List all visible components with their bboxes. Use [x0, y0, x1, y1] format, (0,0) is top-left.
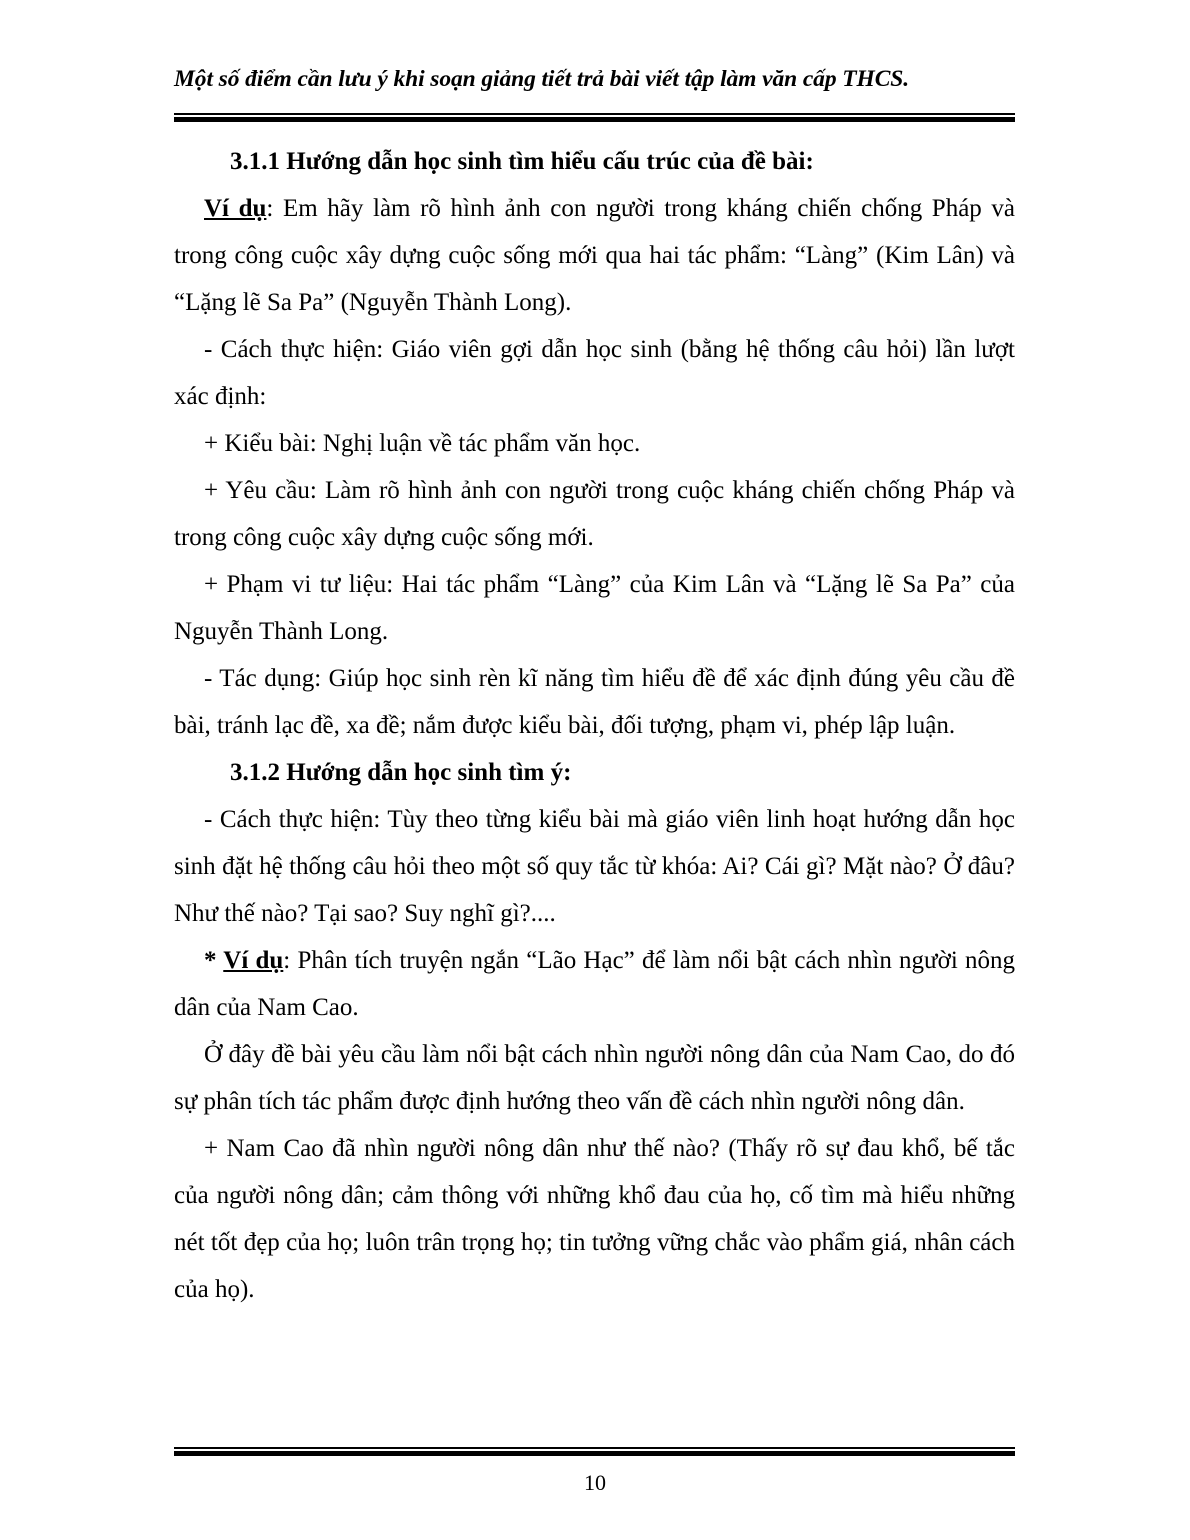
section-heading: 3.1.2 Hướng dẫn học sinh tìm ý:: [230, 759, 572, 786]
method-paragraph: - Cách thực hiện: Giáo viên gợi dẫn học sinh (bằng hệ thống câu hỏi) lần lượt xác định:: [174, 336, 1015, 410]
type-paragraph: + Kiểu bài: Nghị luận về tác phẩm văn học.: [204, 430, 641, 457]
effect-paragraph: - Tác dụng: Giúp học sinh rèn kĩ năng tìm hiểu đề để xác định đúng yêu cầu đề bài, tránh lạc đề, xa đề; nắm được kiểu bài, đối tượng, phạm vi, phép lập luận.: [174, 665, 1015, 739]
example-paragraph: [174, 185, 1015, 326]
header-rule: [174, 113, 1015, 122]
example-paragraph: [174, 937, 1015, 1031]
example-prefix: *: [204, 947, 224, 974]
example-text: : Phân tích truyện ngắn “Lão Hạc” để làm nổi bật cách nhìn người nông dân của Nam Cao.: [174, 947, 1015, 1021]
footer-rule: [174, 1447, 1015, 1456]
explanation-paragraph: Ở đây đề bài yêu cầu làm nổi bật cách nhìn người nông dân của Nam Cao, do đó sự phân tích tác phẩm được định hướng theo vấn đề cách nhìn người nông dân.: [174, 1041, 1015, 1115]
method-paragraph: - Cách thực hiện: Tùy theo từng kiểu bài mà giáo viên linh hoạt hướng dẫn học sinh đặt hệ thống câu hỏi theo một số quy tắc từ khóa: Ai? Cái gì? Mặt nào? Ở đâu? Như thế nào? Tại sao? Suy nghĩ gì?....: [174, 806, 1015, 927]
example-label: Ví dụ: [204, 195, 267, 222]
point-paragraph: + Nam Cao đã nhìn người nông dân như thế nào? (Thấy rõ sự đau khổ, bế tắc của người nông dân; cảm thông với những khổ đau của họ, cố tìm mà hiểu những nét tốt đẹp của họ; luôn trân trọng họ; tin tưởng vững chắc vào phẩm giá, nhân cách của họ).: [174, 1135, 1015, 1303]
section-heading: 3.1.1 Hướng dẫn học sinh tìm hiểu cấu trúc của đề bài:: [230, 148, 814, 175]
page-number: 10: [584, 1470, 606, 1495]
scope-paragraph: + Phạm vi tư liệu: Hai tác phẩm “Làng” của Kim Lân và “Lặng lẽ Sa Pa” của Nguyễn Thành Long.: [174, 571, 1015, 645]
page-body: [174, 138, 1015, 1313]
running-header: Một số điểm cần lưu ý khi soạn giảng tiết trả bài viết tập làm văn cấp THCS.: [174, 66, 910, 92]
example-label: Ví dụ: [223, 947, 284, 974]
requirement-paragraph: + Yêu cầu: Làm rõ hình ảnh con người trong cuộc kháng chiến chống Pháp và trong công cuộc xây dựng cuộc sống mới.: [174, 477, 1015, 551]
example-text: : Em hãy làm rõ hình ảnh con người trong kháng chiến chống Pháp và trong công cuộc xây dựng cuộc sống mới qua hai tác phẩm: “Làng” (Kim Lân) và “Lặng lẽ Sa Pa” (Nguyễn Thành Long).: [174, 195, 1016, 316]
